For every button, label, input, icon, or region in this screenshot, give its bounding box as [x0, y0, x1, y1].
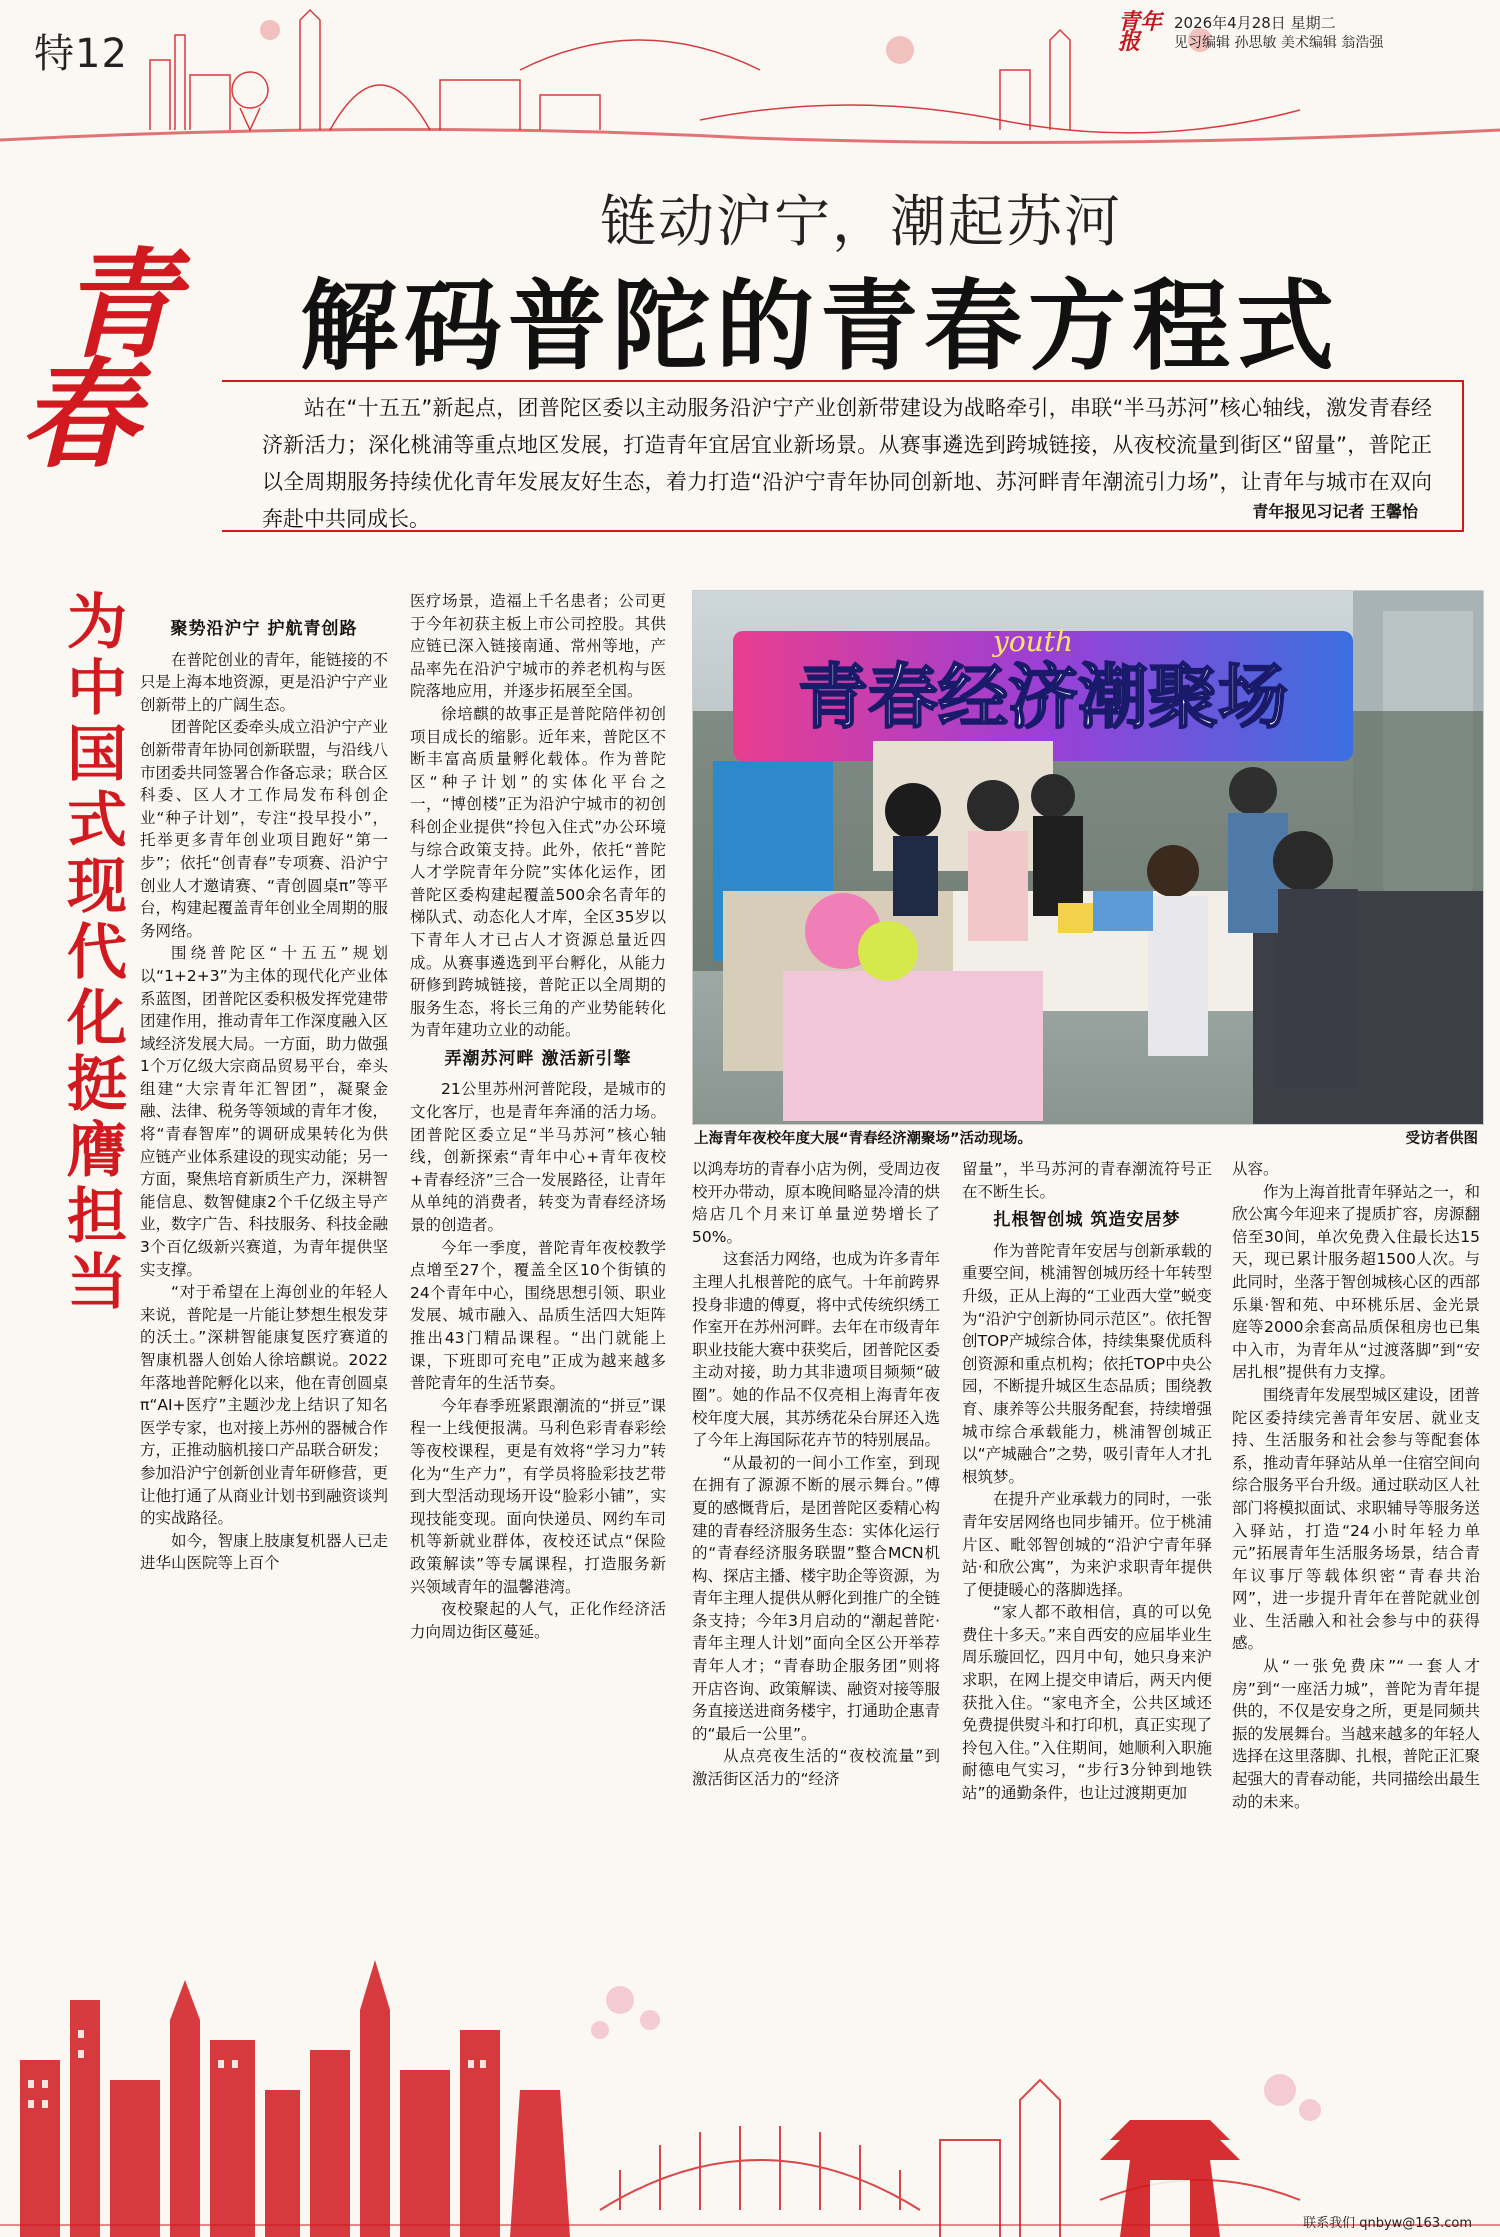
article-column-1 [140, 612, 388, 1575]
slogan-char: 担 [67, 1182, 127, 1252]
paragraph: 今年一季度，普陀青年夜校教学点增至27个，覆盖全区10个街镇的24个青年中心，围绕思想引领、职业发展、城市融入、品质生活四大矩阵推出43门精品课程。“出门就能上课，下班即可充电”正成为越来越多普陀青年的生活节奏。 [410, 1238, 666, 1393]
article-column-2 [410, 590, 666, 1643]
photo-credit: 受访者供图 [1405, 1131, 1478, 1147]
paragraph: 围绕青年发展型城区建设，团普陀区委持续完善青年安居、就业支持、生活服务和社会参与等配套体系，推动青年驿站从单一住宿空间向综合服务平台升级。通过联动区人社部门将模拟面试、求职辅导等服务送入驿站，打造“24小时年轻力单元”拓展青年生活服务场景，结合青年议事厅等载体织密“青春共治网”，进一步提升青年在普陀就业创业、生活融入和社会参与中的获得感。 [1232, 1385, 1481, 1653]
brand-char-1: 青 [60, 235, 179, 374]
lead-box [222, 380, 1464, 532]
slogan-char: 现 [67, 852, 127, 922]
paragraph: 从容。 [1232, 1160, 1279, 1178]
article-column-5 [1232, 1158, 1480, 1813]
caption-text: 上海青年夜校年度大展“青春经济潮聚场”活动现场。 [694, 1131, 1033, 1147]
event-photo [692, 590, 1484, 1125]
section-heading-2: 弄潮苏河畔 激活新引擎 [444, 1048, 632, 1069]
section-heading-1: 聚势沿沪宁 护航青创路 [170, 619, 358, 639]
slogan-char: 为 [67, 588, 127, 658]
newspaper-logo: 青年报 [1118, 9, 1163, 55]
slogan-char: 膺 [67, 1116, 127, 1186]
paragraph: 围绕普陀区“十五五”规划以“1+2+3”为主体的现代化产业体系蓝图，团普陀区委积极发挥党建带团建作用，推动青年工作深度融入区域经济发展大局。一方面，助力做强1个万亿级大宗商品贸易平台，牵头组建“大宗青年汇智团”，凝聚金融、法律、税务等领域的青年才俊，将“青春智库”的调研成果转化为供应链产业体系建设的现实动能；另一方面，聚焦培育新质生产力，深耕智能信息、数智健康2个千亿级主导产业，数字广告、科技服务、科技金融3个百亿级新兴赛道，为青年提供坚实支撑。 [140, 944, 389, 1279]
paragraph: 从“一张免费床”“一套人才房”到“一座活力城”，普陀为青年提供的，不仅是安身之所，更是同频共振的发展舞台。当越来越多的年轻人选择在这里落脚、扎根，普陀正汇聚起强大的青春动能，共同描绘出最生动的未来。 [1232, 1657, 1481, 1811]
paragraph: 团普陀区委牵头成立沿沪宁产业创新带青年协同创新联盟，与沿线八市团委共同签署合作备忘录；联合区科委、区人才工作局发布科创企业“种子计划”，专注“投早投小”，托举更多青年创业项目跑好“第一步”；依托“创青春”专项赛、沿沪宁创业人才邀请赛、“青创圆桌π”等平台，构建起覆盖青年创业全周期的服务网络。 [140, 718, 389, 940]
byline: 青年报见习记者 王馨怡 [1252, 502, 1418, 521]
banner-text: 青春经济潮聚场 [798, 656, 1288, 738]
article-column-4 [962, 1158, 1212, 1805]
slogan-char: 代 [67, 918, 127, 988]
slogan-char: 中 [67, 654, 127, 724]
article-column-3 [692, 1158, 940, 1791]
vertical-slogan [52, 590, 142, 1316]
paragraph: 如今，智康上肢康复机器人已走进华山医院等上百个 [140, 1531, 389, 1573]
slogan-char: 国 [67, 720, 127, 790]
paragraph: “家人都不敢相信，真的可以免费住十多天。”来自西安的应届毕业生周乐璇回忆，四月中旬，她只身来沪求职，在网上提交申请后，两天内便获批入住。“家电齐全，公共区域还免费提供熨斗和打印机，真正实现了拎包入住。”入住期间，她顺利入职施耐德电气实习，“步行3分钟到地铁站”的通勤条件，也让过渡期更加 [962, 1603, 1212, 1803]
slogan-char: 式 [67, 786, 127, 856]
paragraph: “对于希望在上海创业的年轻人来说，普陀是一片能让梦想生根发芽的沃土。”深耕智能康复医疗赛道的智康机器人创始人徐培麒说。2022年落地普陀孵化以来，他在青创圆桌π“AI+医疗”主题沙龙上结识了知名医学专家，也对接上苏州的器械合作方，正推动脑机接口产品联合研发；参加沿沪宁创新创业青年研修营，更让他打通了从商业计划书到融资谈判的实战路径。 [140, 1283, 389, 1528]
paragraph: 21公里苏州河普陀段，是城市的文化客厅，也是青年奔涌的活力场。团普陀区委立足“半马苏河”核心轴线，创新探索“青年中心+青年夜校+青春经济”三合一发展路径，让青年从单纯的消费者，转变为青春经济场景的创造者。 [410, 1080, 666, 1235]
paragraph: “从最初的一间小工作室，到现在拥有了源源不断的展示舞台。”傅夏的感慨背后，是团普陀区委精心构建的青春经济服务生态：实体化运行的“青春经济服务联盟”整合MCN机构、探店主播、楼宇助企等资源，为青年主理人提供从孵化到推广的全链条支持；今年3月启动的“潮起普陀·青年主理人计划”面向全区公开举荐青年人才；“青春助企服务团”则将开店咨询、政策解读、融资对接等服务直接送进商务楼宇，打通助企惠青的“最后一公里”。 [692, 1453, 941, 1743]
paragraph: 作为上海首批青年驿站之一，和欣公寓今年迎来了提质扩容，房源翻倍至30间，单次免费入住最长达15天，现已累计服务超1500人次。与此同时，坐落于智创城核心区的西部乐巢·智和苑、中环桃乐居、金光景庭等2000余套高品质保租房也已集中入市，为青年从“过渡落脚”到“安居扎根”提供有力支撑。 [1232, 1182, 1481, 1382]
slogan-char: 当 [67, 1248, 127, 1318]
paragraph: 今年春季班紧跟潮流的“拼豆”课程一上线便报满。马利色彩青春彩绘等夜校课程，更是有效将“学习力”转化为“生产力”，有学员将脸彩技艺带到大型活动现场开设“脸彩小铺”，实现技能变现。面向快递员、网约车司机等新就业群体，夜校还试点“保险政策解读”等专属课程，打造服务新兴领域青年的温馨港湾。 [410, 1396, 666, 1596]
paragraph: 在普陀创业的青年，能链接的不只是上海本地资源，更是沿沪宁产业创新带上的广阔生态。 [140, 650, 389, 714]
event-photo-illustration [693, 591, 1483, 1124]
slogan-char: 挺 [67, 1050, 127, 1120]
issue-date: 2026年4月28日 星期二 [1174, 14, 1336, 32]
paragraph: 徐培麒的故事正是普陀陪伴初创项目成长的缩影。近年来，普陀区不断丰富高质量孵化载体。作为普陀区“种子计划”的实体化平台之一，“博创楼”正为沿沪宁城市的初创科创企业提供“拎包入住式”办公环境与综合政策支持。此外，依托“普陀人才学院青年分院”实体化运作，团普陀区委构建起覆盖500余名青年的梯队式、动态化人才库，全区35岁以下青年人才已占人才资源总量近四成。从赛事遴选到平台孵化，从能力研修到跨城链接，普陀正以全周期的服务生态，将长三角的产业势能转化为青年建功立业的动能。 [410, 704, 666, 1040]
brand-char-2: 春 [20, 345, 139, 484]
contact-email: 联系我们 qnbyw@163.com [1303, 2216, 1472, 2231]
paragraph: 夜校聚起的人气，正化作经济活力向周边街区蔓延。 [410, 1600, 666, 1641]
masthead [1118, 10, 1478, 60]
vertical-brand [20, 235, 179, 575]
section-heading-3: 扎根智创城 筑造安居梦 [993, 1210, 1181, 1231]
photo-caption [694, 1127, 1482, 1148]
slogan-char: 化 [67, 984, 127, 1054]
footer-skyline-illustration [0, 1940, 1500, 2237]
page-number: 特12 [34, 31, 128, 77]
article-headline: 解码普陀的青春方程式 [300, 270, 1341, 384]
editor-credits: 见习编辑 孙思敏 美术编辑 翁浩强 [1174, 35, 1384, 51]
paragraph: 以鸿寿坊的青春小店为例，受周边夜校开办带动，原本晚间略显冷清的烘焙店几个月来订单量逆势增长了50%。 [692, 1160, 941, 1246]
lead-paragraph: 站在“十五五”新起点，团普陀区委以主动服务沿沪宁产业创新带建设为战略牵引，串联“半马苏河”核心轴线，激发青春经济新活力；深化桃浦等重点地区发展，打造青年宜居宜业新场景。从赛事遴选到跨城链接，从夜校流量到街区“留量”，普陀正以全周期服务持续优化青年发展友好生态，着力打造“沿沪宁青年协同创新地、苏河畔青年潮流引力场”，让青年与城市在双向奔赴中共同成长。 [262, 396, 1432, 531]
paragraph: 留量”，半马苏河的青春潮流符号正在不断生长。 [962, 1160, 1212, 1201]
paragraph: 作为普陀青年安居与创新承载的重要空间，桃浦智创城历经十年转型升级，正从上海的“工业西大堂”蜕变为“沿沪宁创新协同示范区”。依托智创TOP产城综合体，持续集聚优质科创资源和重点机构；依托TOP中央公园，不断提升城区生态品质；围绕教育、康养等公共服务配套，持续增强城市综合承载能力，桃浦智创城正以“产城融合”之势，吸引青年人才扎根筑梦。 [962, 1241, 1212, 1486]
paragraph: 医疗场景，造福上千名患者；公司更于今年初获主板上市公司控股。其供应链已深入链接南通、常州等地，产品率先在沿沪宁城市的养老机构与医院落地应用，并逐步拓展至全国。 [410, 592, 666, 701]
paragraph: 这套活力网络，也成为许多青年主理人扎根普陀的底气。十年前跨界投身非遗的傅夏，将中式传统织绣工作室开在苏州河畔。去年在市级青年职业技能大赛中获奖后，团普陀区委主动对接，助力其非遗项目频频“破圈”。她的作品不仅亮相上海青年夜校年度大展，其苏绣花朵台屏还入选了今年上海国际花卉节的特别展品。 [692, 1250, 941, 1450]
paragraph: 从点亮夜生活的“夜校流量”到激活街区活力的“经济 [692, 1747, 940, 1789]
article-kicker: 链动沪宁，潮起苏河 [600, 190, 1122, 255]
banner-script: youth [993, 625, 1073, 658]
paragraph: 在提升产业承载力的同时，一张青年安居网络也同步铺开。位于桃浦片区、毗邻智创城的“沿沪宁青年驿站·和欣公寓”，为来沪求职青年提供了便捷暖心的落脚选择。 [962, 1490, 1212, 1599]
